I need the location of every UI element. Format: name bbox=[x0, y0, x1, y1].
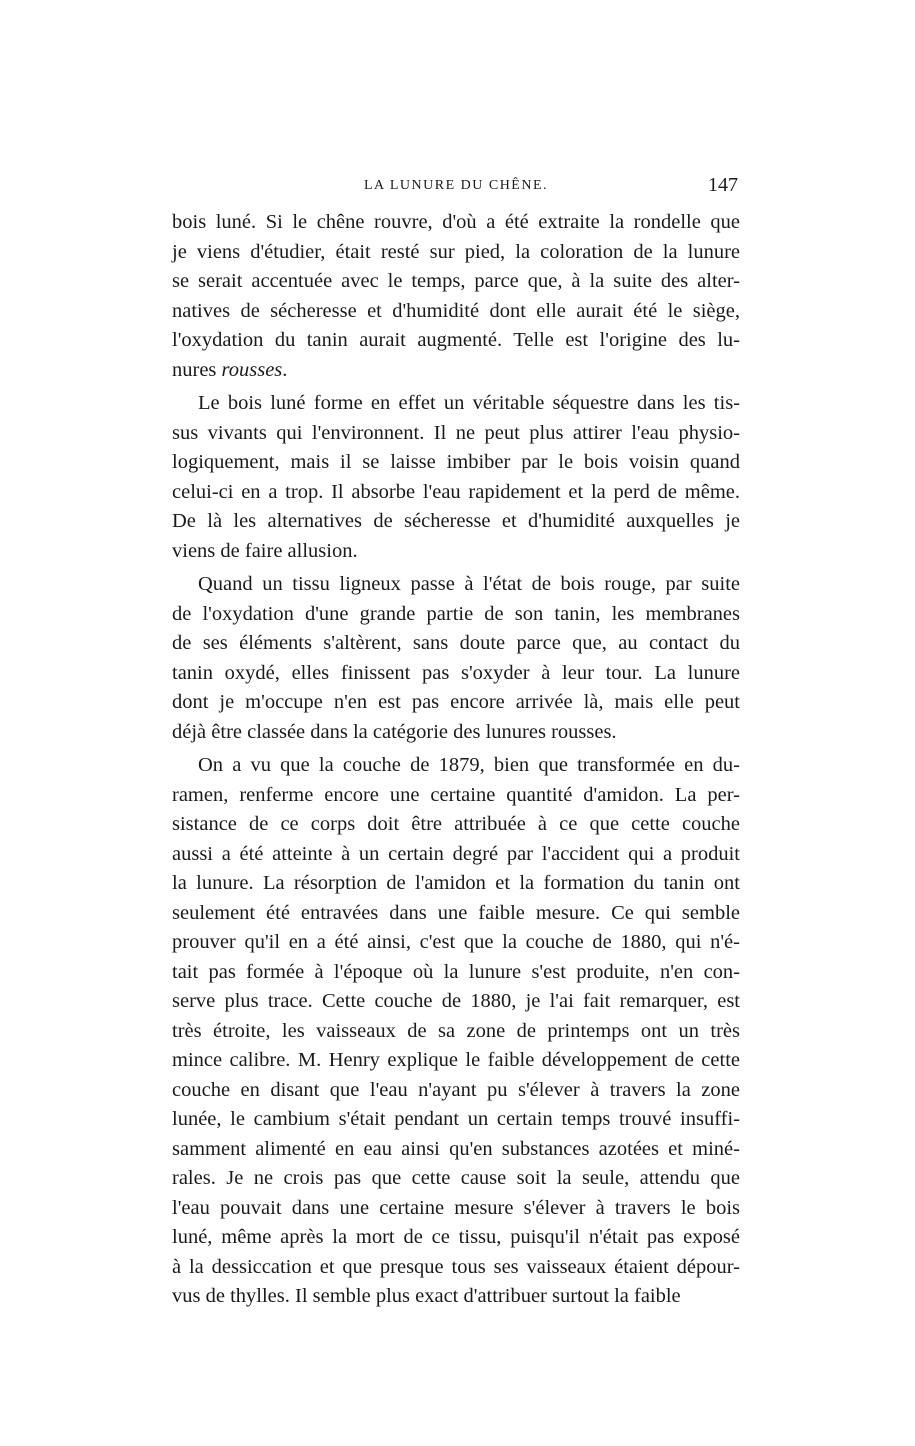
italic-word: rousses bbox=[221, 358, 283, 381]
text-line: aussi a été atteinte à un certain degré par l'accident qui a produit bbox=[172, 842, 740, 865]
paragraph bbox=[172, 570, 740, 747]
text-line: couche en disant que l'eau n'ayant pu s'élever à travers la zone bbox=[172, 1078, 740, 1101]
paragraph bbox=[172, 751, 740, 1312]
text-line: l'oxydation du tanin aurait augmenté. Telle est l'origine des lu- bbox=[172, 329, 740, 351]
text-line: rales. Je ne crois pas que cette cause soit la seule, attendu que bbox=[172, 1167, 740, 1189]
text-line: se serait accentuée avec le temps, parce que, à la suite des alter- bbox=[172, 270, 740, 292]
text-line: mince calibre. M. Henry explique le faible développement de cette bbox=[172, 1049, 740, 1071]
paragraph bbox=[172, 208, 740, 385]
text-line: tanin oxydé, elles finissent pas s'oxyder à leur tour. La lunure bbox=[172, 661, 740, 684]
text-line: viens de faire allusion. bbox=[172, 539, 358, 562]
text-line: logiquement, mais il se laisse imbiber par le bois voisin quand bbox=[172, 451, 740, 473]
text-line: On a vu que la couche de 1879, bien que transformée en du- bbox=[198, 754, 740, 776]
text-line: la lunure. La résorption de l'amidon et la formation du tanin ont bbox=[172, 872, 740, 894]
text-line: De là les alternatives de sécheresse et d'humidité auxquelles je bbox=[172, 510, 740, 532]
text-line: Le bois luné forme en effet un véritable séquestre dans les tis- bbox=[198, 392, 740, 414]
text-line: lunée, le cambium s'était pendant un certain temps trouvé insuffi- bbox=[172, 1108, 740, 1130]
text-line: luné, même après la mort de ce tissu, puisqu'il n'était pas exposé bbox=[172, 1226, 740, 1248]
running-head bbox=[172, 174, 740, 202]
text-line: de l'oxydation d'une grande partie de son tanin, les membranes bbox=[172, 602, 740, 625]
text-line: seulement été entravées dans une faible mesure. Ce qui semble bbox=[172, 901, 740, 924]
text-line: celui-ci en a trop. Il absorbe l'eau rapidement et la perd de même. bbox=[172, 480, 740, 503]
text-line: ramen, renferme encore une certaine quantité d'amidon. La per- bbox=[172, 783, 740, 806]
text-line: tait pas formée à l'époque où la lunure s'est produite, n'en con- bbox=[172, 960, 740, 983]
text-line: vus de thylles. Il semble plus exact d'attribuer surtout la faible bbox=[172, 1285, 681, 1307]
text-line: prouver qu'il en a été ainsi, c'est que la couche de 1880, qui n'é- bbox=[172, 931, 740, 953]
text-line: sus vivants qui l'environnent. Il ne peut plus attirer l'eau physio- bbox=[172, 421, 740, 444]
page-number: 147 bbox=[708, 174, 738, 196]
line-tail: . bbox=[282, 358, 288, 381]
text-line: très étroite, les vaisseaux de sa zone de printemps ont un très bbox=[172, 1019, 740, 1042]
text-line: serve plus trace. Cette couche de 1880, je l'ai fait remarquer, est bbox=[172, 990, 740, 1012]
text-line: Quand un tissu ligneux passe à l'état de bois rouge, par suite bbox=[198, 573, 740, 595]
running-title: LA LUNURE DU CHÊNE. bbox=[363, 178, 549, 193]
text-line: je viens d'étudier, était resté sur pied, la coloration de la lunure bbox=[172, 240, 740, 263]
text-line: déjà être classée dans la catégorie des lunures rousses. bbox=[172, 720, 617, 743]
text-line: de ses éléments s'altèrent, sans doute parce que, au contact du bbox=[172, 632, 740, 654]
text-line: natives de sécheresse et d'humidité dont elle aurait été le siège, bbox=[172, 299, 740, 322]
body-text bbox=[172, 208, 740, 1312]
text-line: samment alimenté en eau ainsi qu'en substances azotées et miné- bbox=[172, 1137, 740, 1160]
text-line: à la dessiccation et que presque tous ses vaisseaux étaient dépour- bbox=[172, 1255, 740, 1278]
text-line: l'eau pouvait dans une certaine mesure s'élever à travers le bois bbox=[172, 1196, 740, 1219]
text-line: dont je m'occupe n'en est pas encore arrivée là, mais elle peut bbox=[172, 691, 740, 713]
text-line: bois luné. Si le chêne rouvre, d'où a été extraite la rondelle que bbox=[172, 211, 740, 233]
paragraph bbox=[172, 389, 740, 566]
text-line: sistance de ce corps doit être attribuée à ce que cette couche bbox=[172, 813, 740, 835]
text-line: nures rousses. bbox=[172, 358, 288, 381]
